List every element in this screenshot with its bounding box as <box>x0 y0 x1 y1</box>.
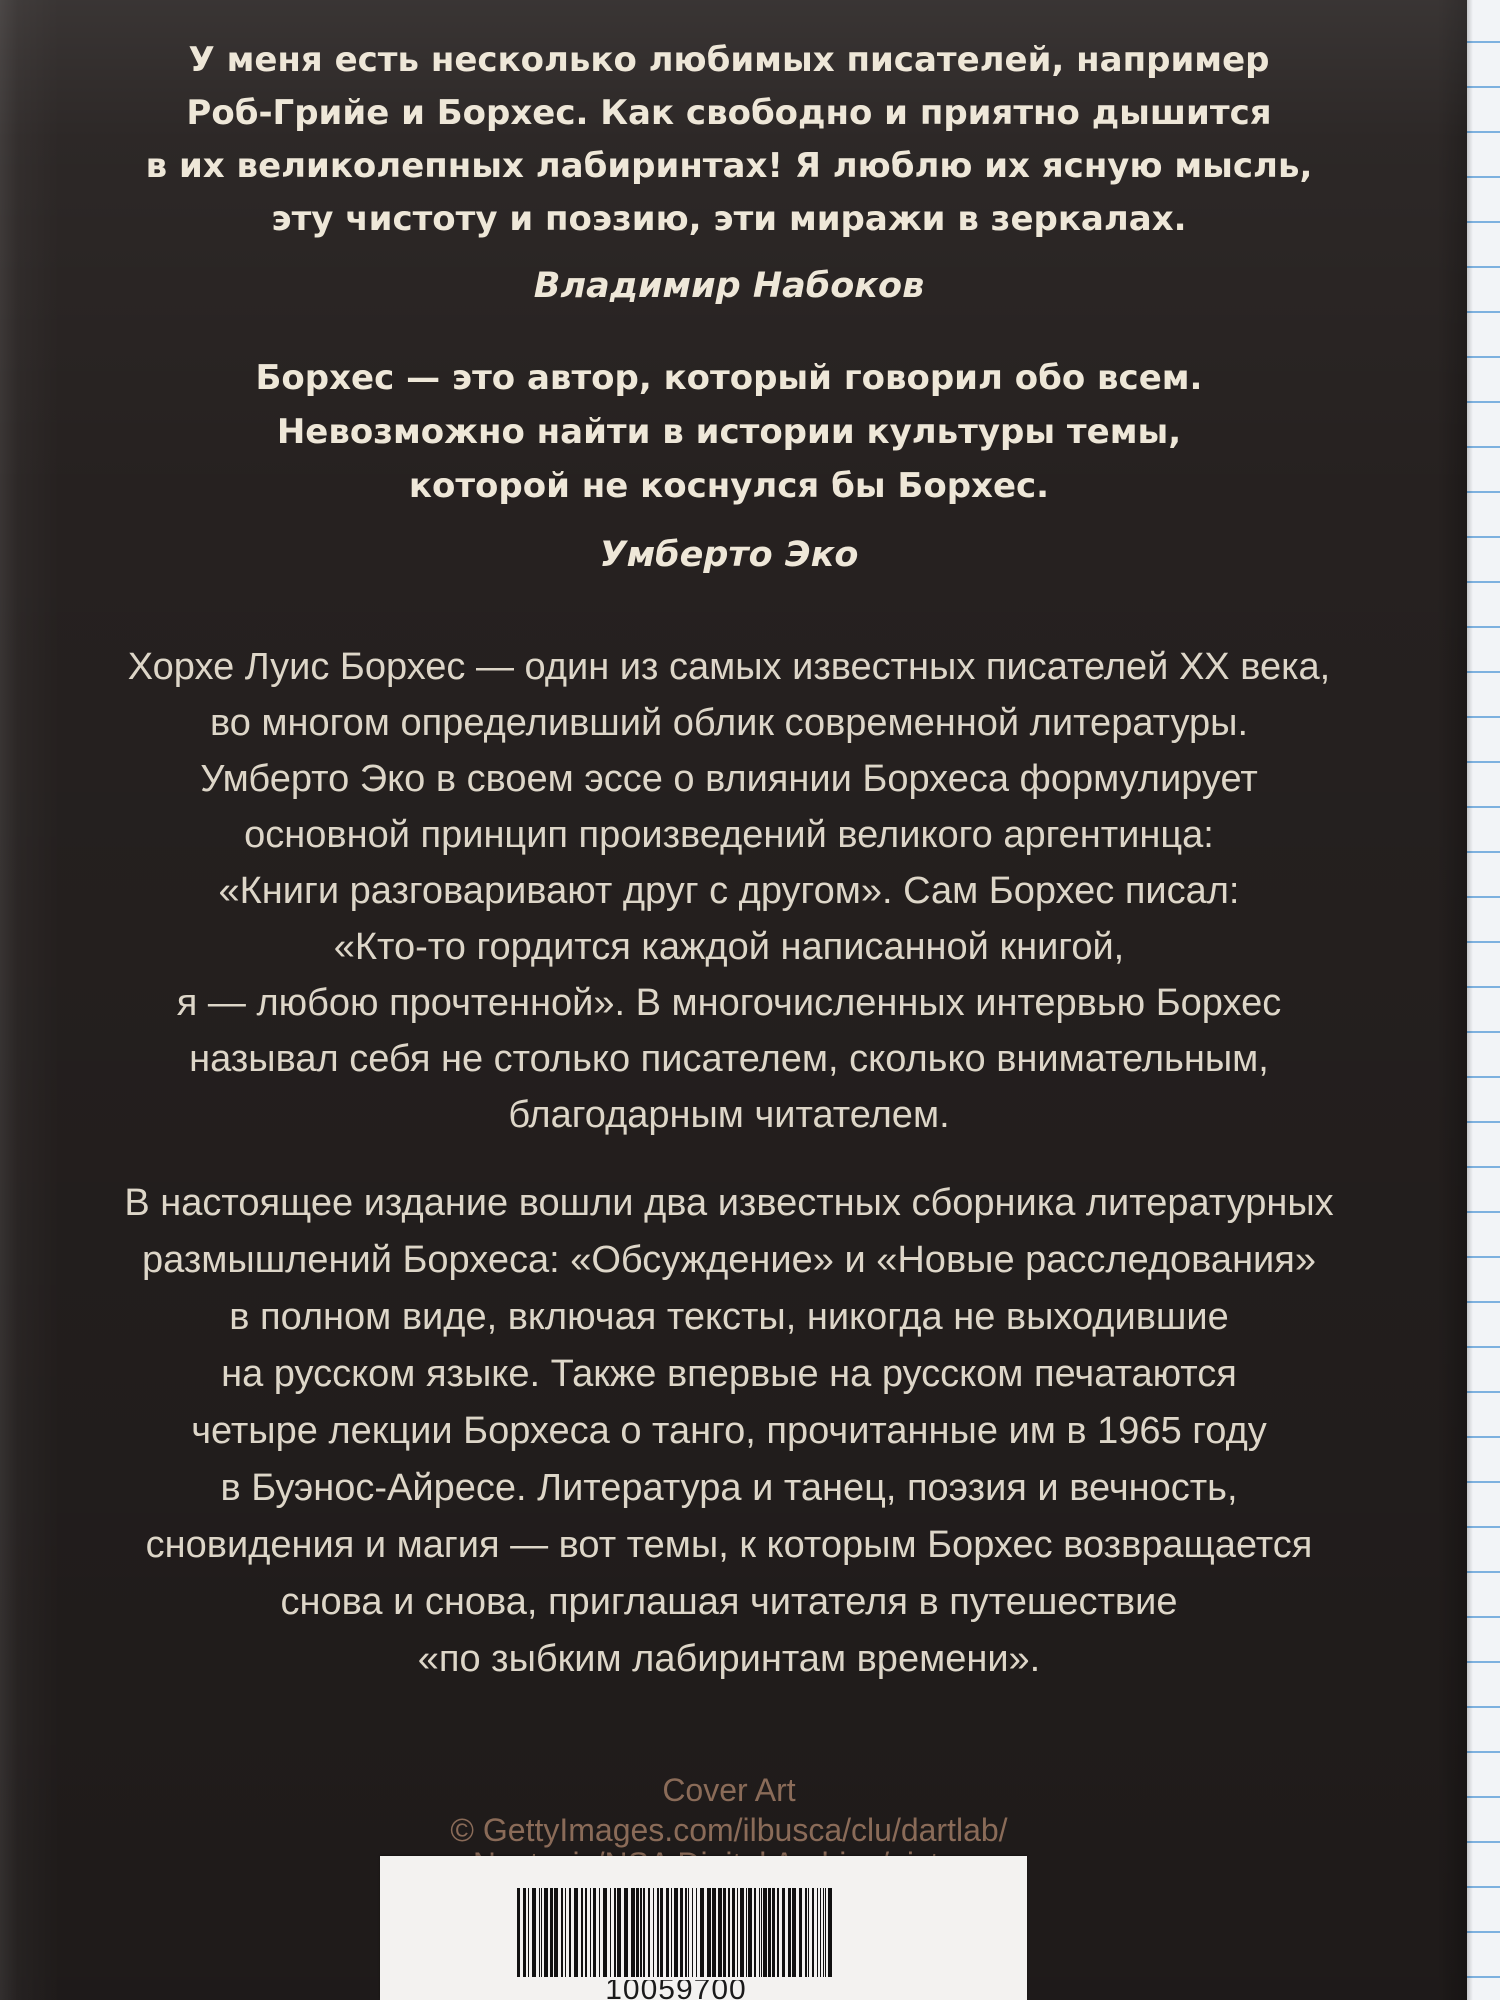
barcode-bar <box>539 1888 540 1977</box>
barcode-bar <box>590 1888 591 1977</box>
barcode-number: 10059700 <box>605 1980 747 2000</box>
barcode-bar <box>808 1888 809 1977</box>
barcode-bar <box>788 1888 791 1977</box>
barcode-bar <box>574 1888 578 1977</box>
barcode-bar <box>692 1888 693 1977</box>
barcode-bar <box>624 1888 628 1977</box>
description-line: основной принцип произведений великого аргентинца: <box>244 814 1214 856</box>
description-line: «Кто-то гордится каждой написанной книгой, <box>333 926 1125 968</box>
barcode-bar <box>585 1888 587 1977</box>
barcode-bar <box>660 1888 663 1977</box>
barcode-bar <box>593 1888 596 1977</box>
barcode-bar <box>828 1888 832 1977</box>
barcode-bar <box>653 1888 654 1977</box>
barcode-bar <box>561 1888 563 1977</box>
barcode-bar <box>723 1888 726 1977</box>
quote-nabokov <box>0 34 1458 246</box>
barcode-bar <box>528 1888 529 1977</box>
barcode-bar <box>636 1888 639 1977</box>
quote-line: Роб-Грийе и Борхес. Как свободно и приятно дышится <box>186 93 1272 133</box>
description-line: в полном виде, включая тексты, никогда не выходившие <box>229 1296 1229 1338</box>
barcode-bar <box>640 1888 642 1977</box>
barcode-bar <box>799 1888 802 1977</box>
quote-author: Умберто Эко <box>599 535 859 575</box>
barcode-bar <box>707 1888 711 1977</box>
description-line: Хорхе Луис Борхес — один из самых известных писателей XX века, <box>127 646 1331 688</box>
barcode-bar <box>823 1888 824 1977</box>
barcode-bar <box>812 1888 814 1977</box>
barcode-bar <box>772 1888 775 1977</box>
quote-line: в их великолепных лабиринтах! Я люблю их ясную мысль, <box>145 146 1313 186</box>
barcode-bar <box>617 1888 621 1977</box>
quote-line: которой не коснулся бы Борхес. <box>408 466 1050 506</box>
description-line: Умберто Эко в своем эссе о влиянии Борхеса формулирует <box>200 758 1258 800</box>
description-line: на русском языке. Также впервые на русском печатаются <box>221 1353 1237 1395</box>
barcode-bar <box>700 1888 704 1977</box>
barcode-bar <box>523 1888 526 1977</box>
barcode-bar <box>732 1888 735 1977</box>
barcode-sticker <box>380 1856 1027 2000</box>
barcode-bar <box>817 1888 818 1977</box>
barcode-bar <box>777 1888 779 1977</box>
barcode-bar <box>614 1888 616 1977</box>
barcode-bar <box>748 1888 752 1977</box>
barcode-bar <box>825 1888 826 1977</box>
barcode-bar <box>805 1888 807 1977</box>
barcode-bar <box>544 1888 548 1977</box>
description-line: «Книги разговаривают друг с другом». Сам Борхес писал: <box>218 870 1240 912</box>
description-line: называл себя не столько писателем, сколько внимательным, <box>189 1038 1269 1080</box>
barcode-bar <box>610 1888 611 1977</box>
barcode-bar <box>754 1888 756 1977</box>
notebook-paper <box>1467 0 1500 2000</box>
barcode-bar <box>768 1888 771 1977</box>
description-line: В настоящее издание вошли два известных сборника литературных <box>124 1182 1334 1224</box>
description-paragraph <box>0 1175 1458 1688</box>
barcode-bar <box>763 1888 767 1977</box>
description-line: во многом определивший облик современной литературы. <box>209 702 1249 744</box>
barcode-bar <box>643 1888 645 1977</box>
description-line: в Буэнос-Айресе. Литература и танец, поэзия и вечность, <box>220 1467 1238 1509</box>
barcode-bar <box>688 1888 689 1977</box>
description-line: сновидения и магия — вот темы, к которым Борхес возвращается <box>145 1524 1313 1566</box>
barcode-bar <box>569 1888 571 1977</box>
barcode-bar <box>696 1888 697 1977</box>
barcode-bar <box>740 1888 744 1977</box>
description-paragraph <box>0 639 1458 1143</box>
description-line: четыре лекции Борхеса о танго, прочитанные им в 1965 году <box>191 1410 1267 1452</box>
barcode-bar <box>599 1888 600 1977</box>
barcode-bar <box>712 1888 716 1977</box>
quote-eco <box>0 351 1458 513</box>
barcode-bar <box>554 1888 558 1977</box>
barcode-bar <box>550 1888 553 1977</box>
credits-line: © GettyImages.com/ilbusca/clu/dartlab/ <box>450 1812 1008 1848</box>
barcode-bar <box>674 1888 678 1977</box>
barcode-bar <box>759 1888 760 1977</box>
barcode-bar <box>666 1888 669 1977</box>
barcode-bar <box>718 1888 722 1977</box>
barcode-bar <box>728 1888 730 1977</box>
barcode-bar <box>657 1888 659 1977</box>
barcode-bar <box>631 1888 635 1977</box>
barcode-bar <box>565 1888 566 1977</box>
barcode-bar <box>761 1888 762 1977</box>
description-line: снова и снова, приглашая читателя в путешествие <box>280 1581 1178 1623</box>
barcode-bar <box>648 1888 650 1977</box>
barcode-bar <box>746 1888 747 1977</box>
barcode <box>517 1888 835 1977</box>
barcode-bar <box>792 1888 796 1977</box>
barcode-bar <box>685 1888 687 1977</box>
barcode-bar <box>671 1888 672 1977</box>
barcode-bar <box>581 1888 583 1977</box>
quote-author: Владимир Набоков <box>533 266 925 306</box>
barcode-bar <box>782 1888 785 1977</box>
barcode-bar <box>541 1888 542 1977</box>
description-line: «по зыбким лабиринтам времени». <box>417 1638 1041 1680</box>
quote-line: эту чистоту и поэзию, эти миражи в зеркалах. <box>271 199 1187 239</box>
barcode-bar <box>532 1888 536 1977</box>
barcode-bar <box>680 1888 683 1977</box>
credits-label: Cover Art <box>662 1772 796 1808</box>
barcode-bar <box>737 1888 738 1977</box>
description-line: благодарным читателем. <box>508 1094 950 1136</box>
quote-line: Невозможно найти в истории культуры темы, <box>276 412 1182 452</box>
barcode-bar <box>517 1888 520 1977</box>
description-line: размышлений Борхеса: «Обсуждение» и «Новые расследования» <box>142 1239 1316 1281</box>
barcode-bar <box>603 1888 607 1977</box>
quote-line: Борхес — это автор, который говорил обо всем. <box>255 358 1203 398</box>
quote-line: У меня есть несколько любимых писателей, например <box>188 40 1270 80</box>
description-line: я — любою прочтенной». В многочисленных интервью Борхес <box>176 982 1282 1024</box>
barcode-bar <box>820 1888 821 1977</box>
